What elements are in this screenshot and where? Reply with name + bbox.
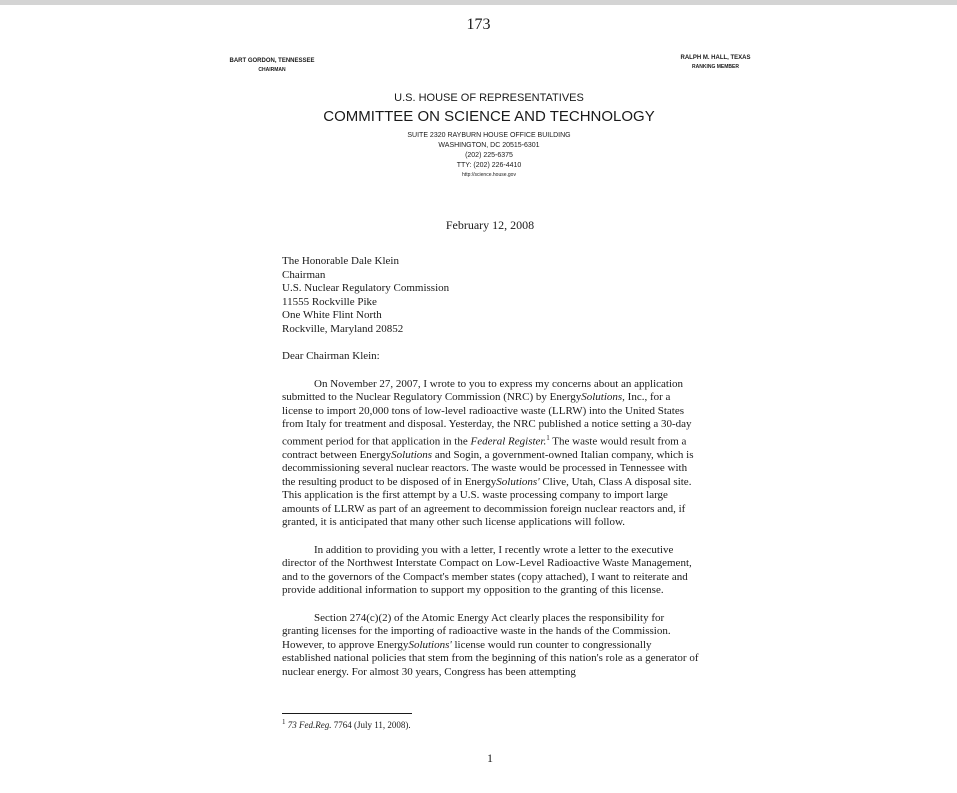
- salutation: Dear Chairman Klein:: [282, 350, 380, 362]
- addressee-block: [282, 255, 702, 336]
- document-page: [0, 5, 957, 793]
- addressee-line: U.S. Nuclear Regulatory Commission: [282, 282, 450, 294]
- ranking-member-role: RANKING MEMBER: [692, 64, 739, 70]
- city-address: WASHINGTON, DC 20515-6301: [438, 142, 540, 149]
- website-url: http://science.house.gov: [462, 172, 516, 178]
- addressee-line: The Honorable Dale Klein: [282, 255, 399, 267]
- letterhead: [0, 90, 957, 179]
- chairman-name: BART GORDON, TENNESSEE: [229, 58, 315, 64]
- addressee-line: Rockville, Maryland 20852: [282, 322, 404, 335]
- footnote-marker: 1: [546, 433, 550, 442]
- addressee-line: Chairman: [282, 268, 326, 281]
- footnote: $^1$ 73 Fed.Reg. 7764 (July 11, 2008).: [282, 718, 411, 730]
- paragraph-3: Section 274(c)(2) of the Atomic Energy Act clearly places the responsibility for granting licenses for the importing of radioactive waste in the hands of the Commission. However, to approve EnergySolutions' license would run counter to congressionally established national policies that stem from the beginning of this nation's role as a generator of nuclear energy. For almost 30 years, Congress has been attempting: [282, 611, 699, 678]
- addressee-line: 11555 Rockville Pike: [282, 295, 377, 308]
- phone-number: (202) 225-6375: [465, 152, 513, 159]
- suite-address: SUITE 2320 RAYBURN HOUSE OFFICE BUILDING: [407, 132, 571, 139]
- paragraph-2: In addition to providing you with a letter, I recently wrote a letter to the executive director of the Northwest Interstate Compact on Low-Level Radioactive Waste Management, and to the governors of the Compact's member states (copy attached), I want to reiterate and provide additional information to support my opposition to the granting of this license.: [282, 543, 692, 597]
- tty-number: TTY: (202) 226-4410: [456, 162, 522, 169]
- footnote-divider: [282, 713, 412, 714]
- letter-date: February 12, 2008: [445, 218, 535, 232]
- chairman-header: [222, 57, 322, 75]
- house-name: U.S. HOUSE OF REPRESENTATIVES: [394, 92, 584, 104]
- ranking-member-header: [668, 54, 763, 72]
- chairman-role: CHAIRMAN: [258, 67, 286, 73]
- ranking-member-name: RALPH M. HALL, TEXAS: [680, 55, 751, 61]
- addressee-line: One White Flint North: [282, 309, 382, 321]
- page-number-top: 173: [466, 16, 491, 33]
- committee-title: COMMITTEE ON SCIENCE AND TECHNOLOGY: [323, 108, 655, 125]
- page-number-bottom: 1: [487, 751, 493, 765]
- paragraph-1: On November 27, 2007, I wrote to you to express my concerns about an application submitted to the Nuclear Regulatory Commission (NRC) by EnergySolutions, Inc., for a license to import 20,000 tons of low-level radioactive waste (LLRW) into the United States from Italy for treatment and disposal. Yesterday, the NRC published a notice setting a 30-day comment period for that application in the Federal Register.$^1$ The waste would result from a contract between EnergySolutions and Sogin, a government-owned Italian company, which is decommissioning several nuclear reactors. The waste would be processed in Tennessee with the resulting product to be disposed of in EnergySolutions' Clive, Utah, Class A disposal site. This application is the first attempt by a U.S. waste processing company to import large amounts of LLRW as part of an agreement to decommission foreign nuclear reactors and, if granted, it is anticipated that many other such license applications will follow.: [282, 377, 694, 529]
- letter-body: [282, 255, 702, 679]
